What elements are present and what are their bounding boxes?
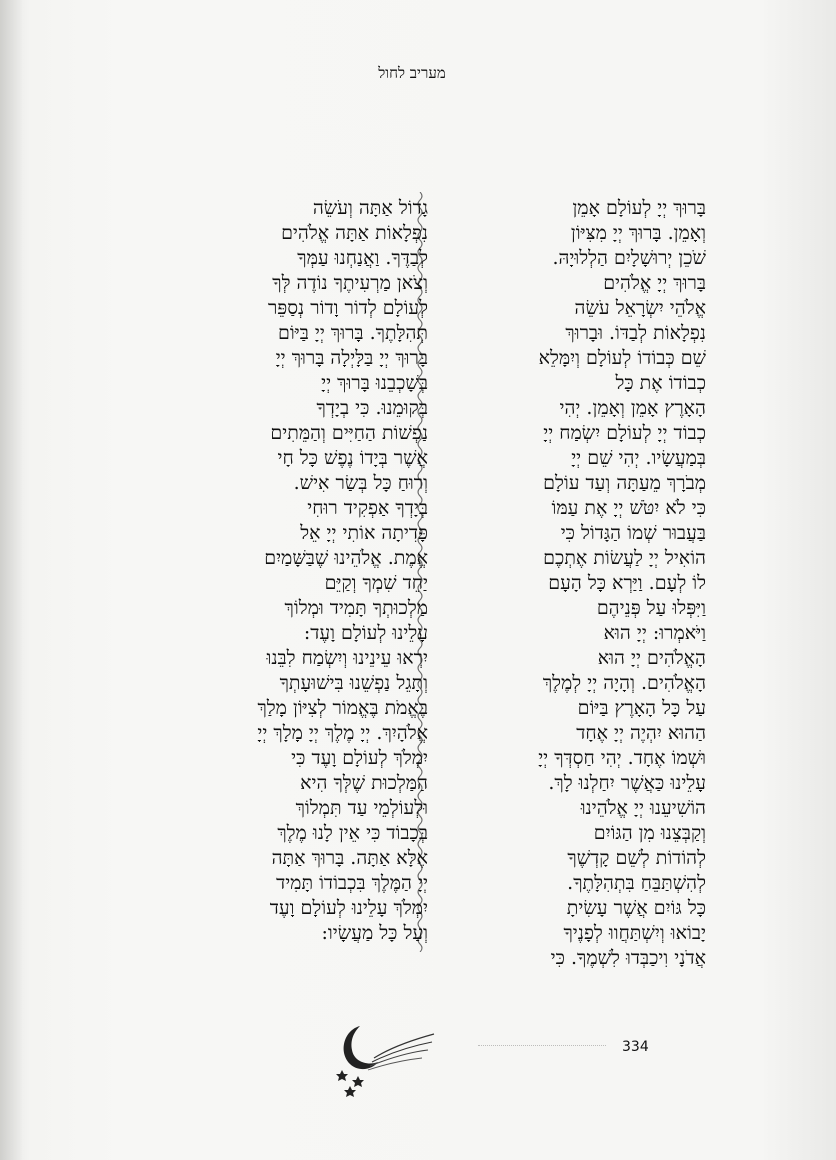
page-title: מעריב לחול <box>378 64 446 82</box>
text-line: נִפְלָאוֹת לְבַדּוֹ. וּבָרוּךְ <box>565 322 706 344</box>
moon-and-stars-icon <box>328 1018 438 1098</box>
text-line: נִפְלָאוֹת אַתָּה אֱלֹהִים <box>281 222 428 244</box>
text-line: נַפְשׁוֹת הַחַיִּים וְהַמֵּתִים <box>270 422 428 444</box>
text-line: מַלְכוּתְךָ תָּמִיד וּמְלוֹךְ <box>284 597 428 619</box>
text-line: הַהוּא יִהְיֶה יְיָ אֶחָד <box>576 722 706 744</box>
text-line: וְרוּחַ כָּל בְּשַׂר אִישׁ. <box>293 472 428 494</box>
text-line: עַל כָּל הָאָרֶץ בַּיּוֹם <box>577 697 706 719</box>
text-line: יְיָ הַמֶּלֶךְ בִּכְבוֹדוֹ תָּמִיד <box>276 872 428 894</box>
text-line: הָאֱלֹהִים. וְהָיָה יְיָ לְמֶלֶךְ <box>542 672 706 694</box>
text-line: וַיֹּאמְרוּ: יְיָ הוּא <box>603 622 706 644</box>
text-line: הָאֱלֹהִים יְיָ הוּא <box>597 647 706 669</box>
text-line: בְּקוּמֵנוּ. כִּי בְיָדְךָ <box>316 397 428 419</box>
text-line: בָּרוּךְ יְיָ בַּלָּיְלָה בָּרוּךְ יְיָ <box>275 347 428 369</box>
text-line: לְהִשְׁתַּבֵּחַ בִּתְהִלָּתֶךָ. <box>567 872 706 894</box>
text-line: אֶלָּא אַתָּה. בָּרוּךְ אַתָּה <box>271 847 428 869</box>
text-line: עָלֵינוּ לְעוֹלָם וָעֶד: <box>303 622 428 644</box>
text-line: אֱמֶת. אֱלֹהֵינוּ שֶׁבַּשָּׁמַיִם <box>264 547 428 569</box>
text-line: שֵׁם כְּבוֹדוֹ לְעוֹלָם וְיִמָּלֵא <box>538 347 706 369</box>
text-line: לוֹ לְעָם. וַיַּרְא כָּל הָעָם <box>548 572 706 594</box>
text-line: גָדוֹל אַתָּה וְעֹשֵׂה <box>312 197 428 219</box>
text-line: יִרְאוּ עֵינֵינוּ וְיִשְׂמַח לִבֵּנוּ <box>266 647 428 669</box>
left-text-column <box>128 196 428 946</box>
text-line: אֲשֶׁר בְּיָדוֹ נֶפֶשׁ כָּל חָי <box>277 447 428 469</box>
page-number: 334 <box>622 1039 649 1055</box>
text-line: הוֹשִׁיעֵנוּ יְיָ אֱלֹהֵינוּ <box>580 797 706 819</box>
text-line: לְבַדֶּךָ. וַאֲנַחְנוּ עַמְּךָ <box>297 247 428 269</box>
text-line: בָּרוּךְ יְיָ לְעוֹלָם אָמֵן <box>572 197 706 219</box>
text-line: כְבוֹדוֹ אֶת כָּל <box>615 372 706 394</box>
text-line: בְּשָׁכְבֵנוּ בָּרוּךְ יְיָ <box>321 372 428 394</box>
text-line: עָלֵינוּ כַּאֲשֶׁר יִחַלְנוּ לָךְ. <box>548 772 706 794</box>
text-line: וְתָגֵל נַפְשֵׁנוּ בִּישׁוּעָתְךָ <box>279 672 428 694</box>
text-line: יִמְלֹךְ עָלֵינוּ לְעוֹלָם וָעֶד <box>269 897 428 919</box>
text-line: כִּי לֹא יִטֹּשׁ יְיָ אֶת עַמּוֹ <box>551 497 706 519</box>
text-line: פָּדִיתָה אוֹתִי יְיָ אֵל <box>300 522 428 544</box>
text-line: וְצֹאן מַרְעִיתֶךָ נוֹדֶה לְּךָ <box>272 272 428 294</box>
text-line: יַחֵד שִׁמְךָ וְקַיֵּם <box>324 572 428 594</box>
footer-dotted-line <box>478 1045 606 1046</box>
text-line: בָּרוּךְ יְיָ אֱלֹהִים <box>603 272 706 294</box>
text-line: בֶּאֱמֹת בֶּאֱמוֹר לְצִיּוֹן מָלַךְ <box>257 697 428 719</box>
text-line: וּלְעוֹלְמֵי עַד תִּמְלוֹךְ <box>295 797 428 819</box>
book-spine-shadow <box>0 0 22 1160</box>
text-line: מְבֹרָךְ מֵעַתָּה וְעַד עוֹלָם <box>543 472 706 494</box>
text-line: תְּהִלָּתֶךָ. בָּרוּךְ יְיָ בַּיּוֹם <box>278 322 428 344</box>
text-line: לְהוֹדוֹת לְשֵׁם קָדְשֶׁךָ <box>567 847 706 869</box>
text-line: בְּכָבוֹד כִּי אֵין לָנוּ מֶלֶךְ <box>277 822 428 844</box>
text-line: אֱלֹהָיִךְ. יְיָ מֶלֶךְ יְיָ מָלָךְ יְיָ <box>257 722 428 744</box>
text-line: בַּעֲבוּר שְׁמוֹ הַגָּדוֹל כִּי <box>560 522 706 544</box>
page-header <box>0 64 836 83</box>
text-line: וְעַל כָּל מַעֲשָׂיו: <box>321 922 428 944</box>
text-line: כְבוֹד יְיָ לְעוֹלָם יִשְׂמַח יְיָ <box>543 422 706 444</box>
text-line: אֱלֹהֵי יִשְׂרָאֵל עֹשֵׂה <box>574 297 706 319</box>
text-line: וַיִּפְּלוּ עַל פְּנֵיהֶם <box>596 597 706 619</box>
text-line: יָבוֹאוּ וְיִשְׁתַּחֲווּ לְפָנֶיךָ <box>563 922 706 944</box>
text-line: הוֹאִיל יְיָ לַעֲשׂוֹת אֶתְכֶם <box>543 547 706 569</box>
text-line: הַמַּלְכוּת שֶׁלְּךָ הִיא <box>300 772 428 794</box>
text-line: לְעוֹלָם לְדוֹר וָדוֹר נְסַפֵּר <box>267 297 428 319</box>
text-line: בְּמַעֲשָׂיו. יְהִי שֵׁם יְיָ <box>571 447 706 469</box>
text-line: הָאָרֶץ אָמֵן וְאָמֵן. יְהִי <box>559 397 706 419</box>
text-line: בְּיָדְךָ אַפְקִיד רוּחִי <box>307 497 428 519</box>
text-line: וְאָמֵן. בָּרוּךְ יְיָ מִצִּיּוֹן <box>570 222 706 244</box>
right-text-column <box>406 196 706 971</box>
text-line: שֹׁכֵן יְרוּשָׁלָיִם הַלְלוּיָהּ. <box>552 247 706 269</box>
text-line: כָּל גּוֹיִם אֲשֶׁר עָשִׂיתָ <box>566 897 706 919</box>
text-line: וּשְׁמוֹ אֶחָד. יְהִי חַסְדְּךָ יְיָ <box>538 747 706 769</box>
text-line: אֲדֹנָי וִיכַבְּדוּ לִשְׁמֶךָ. כִּי <box>550 947 706 969</box>
text-line: יִמְלֹךְ לְעוֹלָם וָעֶד כִּי <box>291 747 428 769</box>
text-line: וְקַבְּצֵנוּ מִן הַגּוֹיִם <box>593 822 706 844</box>
